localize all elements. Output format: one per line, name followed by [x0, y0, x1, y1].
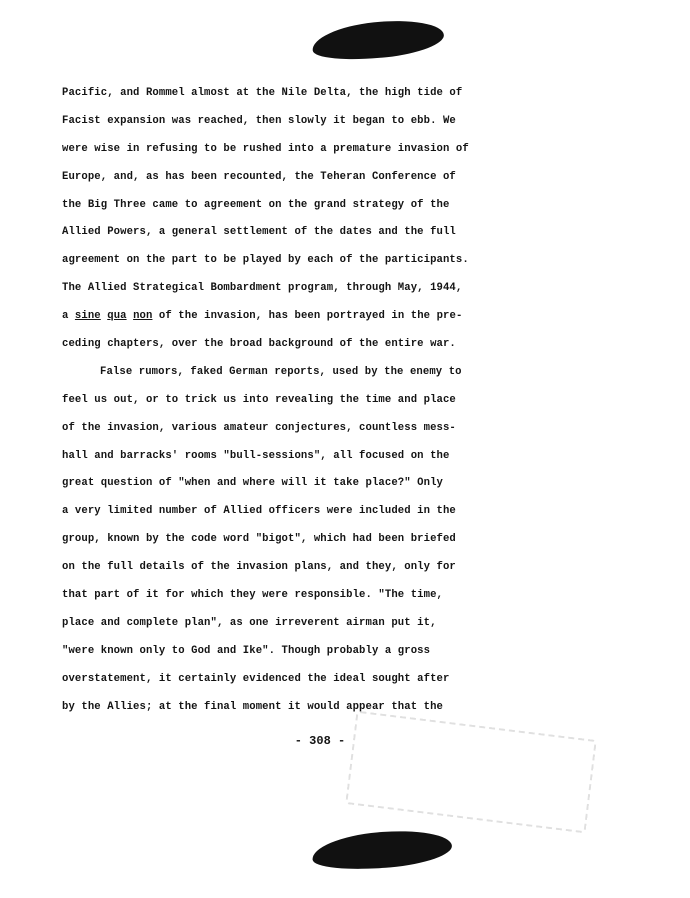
text-line: "were known only to God and Ike". Though probably a gross: [62, 644, 431, 657]
text-line: group, known by the code word "bigot", which had been briefed: [62, 533, 456, 546]
text-line: The Allied Strategical Bombardment program, through May, 1944,: [62, 282, 463, 295]
redaction-mark-bottom: [311, 826, 454, 874]
text-line: ceding chapters, over the broad background of the entire war.: [62, 338, 456, 351]
redaction-mark-top: [310, 15, 445, 65]
faded-stamp: [345, 711, 597, 834]
text-line: on the full details of the invasion plans, and they, only for: [62, 561, 456, 574]
text-line: of the invasion, various amateur conjectures, countless mess-: [62, 421, 456, 434]
text-line: feel us out, or to trick us into revealing the time and place: [62, 393, 456, 406]
text-line: hall and barracks' rooms "bull-sessions", all focused on the: [62, 449, 450, 462]
text-line: place and complete plan", as one irreverent airman put it,: [62, 616, 437, 629]
underlined-phrase: non: [133, 310, 153, 323]
text-line: overstatement, it certainly evidenced the ideal sought after: [62, 672, 450, 685]
text-line: [62, 303, 512, 331]
underlined-phrase: qua: [107, 310, 127, 323]
text-segment: a: [62, 310, 75, 323]
text-line: by the Allies; at the final moment it would appear that the: [62, 700, 443, 713]
text-line: Allied Powers, a general settlement of the dates and the full: [62, 226, 456, 239]
text-line: Facist expansion was reached, then slowly it began to ebb. We: [62, 114, 456, 127]
text-line: a very limited number of Allied officers were included in the: [62, 505, 456, 518]
text-line: agreement on the part to be played by each of the participants.: [62, 254, 469, 267]
page-number: - 308 -: [294, 734, 346, 748]
text-line: Pacific, and Rommel almost at the Nile Delta, the high tide of: [62, 87, 463, 99]
text-segment: of the invasion, has been portrayed in the pre-: [152, 310, 463, 323]
body-text: [62, 80, 512, 721]
text-line: great question of "when and where will it take place?" Only: [62, 477, 443, 490]
text-line: the Big Three came to agreement on the grand strategy of the: [62, 198, 450, 211]
underlined-phrase: sine: [74, 310, 101, 323]
text-line: that part of it for which they were responsible. "The time,: [62, 589, 443, 602]
text-line: False rumors, faked German reports, used by the enemy to: [100, 365, 462, 378]
text-line: were wise in refusing to be rushed into a premature invasion of: [62, 142, 469, 155]
text-line: Europe, and, as has been recounted, the Teheran Conference of: [62, 170, 456, 183]
